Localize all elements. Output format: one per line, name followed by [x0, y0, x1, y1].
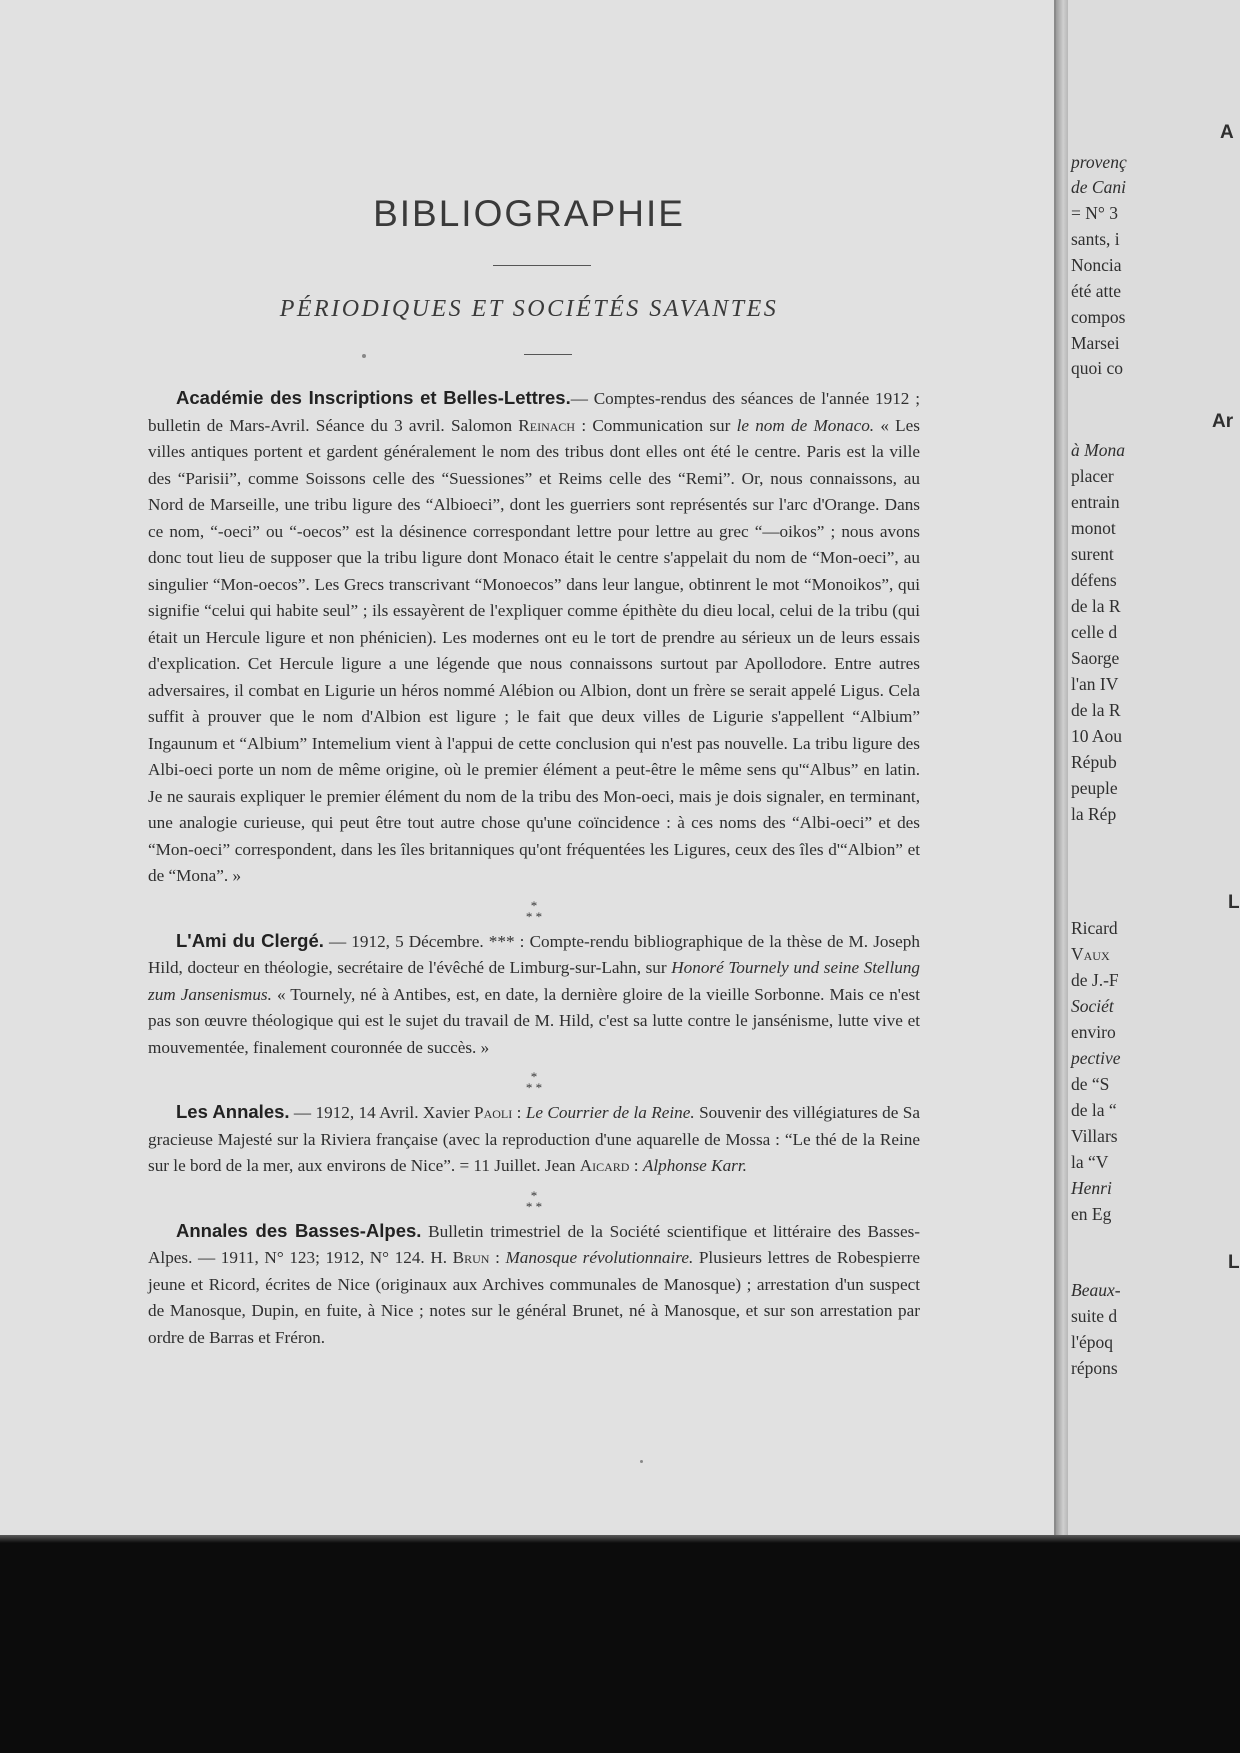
right-page-line: suite d	[1071, 1306, 1118, 1326]
entry-text: « Les villes antiques portent et gardent généralement le nom des tribus dont elles ont été le centre. Paris est la ville des “Parisii”, comme Soissons celle des “Suessiones” et Reims celle des “Remi”. Or, nous connaissons, au Nord de Marseille, une tribu ligure des “Albioeci”, dont les guerriers sont représentés sur l'arc d'Orange. Dans ce nom, “-oeci” ou “-oecos” est la désinence correspondant lettre pour lettre au grec “—oikos” ; nous avons donc tout lieu de supposer que la tribu ligure dont Monaco était le centre s'appelait du nom de “Mon-oeci”, au singulier “Mon-oecos”. Les Grecs transcrivant “Monoecos” dans leur langue, obtinrent le mot “Monoikos”, qui signifie “celui qui habite seul” ; ils essayèrent de l'expliquer comme épithète du dieu local, celui de la tribu (qui était un Hercule ligure et non phénicien). Les modernes ont eu le tort de prendre au sérieux un de leurs essais d'explication. Cet Hercule ligure a une légende que nous connaissons surtout par Apollodore. Entre autres adversaires, il combat en Ligurie un héros nommé Alébion ou Albion, dont un frère se serait appelé Ligus. Cela suffit à prouver que le nom d'Albion est ligure ; le fait que deux villes de Ligurie s'appellent “Albium” Ingaunum et “Albium” Intemelium vient à l'appui de cette conclusion qui n'est pas nouvelle. La tribu ligure des Albi-oeci porte un nom de même origine, où le premier élément a peut-être le même sens qu'“Albus” en latin. Je ne saurais expliquer le premier élément du nom de la tribu des Mon-oeci, mais je dois signaler, en terminant, une analogie curieuse, qui peut être tout autre chose qu'une coïncidence : à ces noms des “Albi-oeci” et des “Mon-oeci” correspondent, dans les îles britanniques qu'ont fréquentées les Ligures, ceux des îles d'“Albion” et de “Mona”. »	[148, 415, 920, 885]
right-page-line: répons	[1071, 1358, 1118, 1378]
right-page-line: la “V	[1071, 1152, 1109, 1172]
entry-heading: L'Ami du Clergé.	[176, 929, 324, 951]
section-subtitle: PÉRIODIQUES ET SOCIÉTÉS SAVANTES	[279, 296, 779, 322]
book-gutter	[1056, 0, 1068, 1535]
right-page-line: à Mona	[1071, 440, 1125, 460]
right-page-line: Ricard	[1071, 918, 1118, 938]
right-page-line: de la “	[1071, 1100, 1117, 1120]
entry-text: — 1912, 5 Décembre. *** : Compte-rendu bibliographique de la thèse de M. Joseph Hild, docteur en théologie, secrétaire de l'évêché de Limburg-sur-Lahn, sur	[148, 931, 920, 977]
page-title: BIBLIOGRAPHIE	[373, 193, 685, 234]
page-edge-shadow	[0, 1535, 1240, 1543]
speck	[640, 1460, 643, 1463]
right-page-line: de J.-F	[1071, 970, 1119, 990]
entry-heading: Académie des Inscriptions et Belles-Lettres.	[176, 387, 571, 408]
right-page-line: Répub	[1071, 752, 1117, 772]
entry-work-title: Alphonse Karr.	[642, 1156, 747, 1175]
right-page-line: pective	[1071, 1048, 1121, 1068]
entry-author: Reinach	[518, 415, 576, 435]
right-page-line: Henri	[1071, 1178, 1112, 1198]
right-page-line: Ar	[1212, 411, 1234, 432]
right-page-line: en Eg	[1071, 1204, 1112, 1224]
right-page-line: été atte	[1071, 281, 1122, 301]
right-page-line: Saorge	[1071, 648, 1120, 668]
right-page-line: défens	[1071, 570, 1117, 590]
subtitle-rule	[524, 354, 572, 355]
right-page-line: surent	[1071, 544, 1114, 564]
entry-heading: Annales des Basses-Alpes.	[176, 1219, 422, 1241]
entry-text: Plusieurs lettres de Robespierre jeune et Ricord, écrites de Nice (originaux aux Archives communales de Manosque) ; arrestation d'un suspect de Manosque, Dupin, en fuite, à Nice ; notes sur le général Brunet, né à Manosque, et sur son arrestation par ordre de Barras et Fréron.	[148, 1248, 920, 1347]
entry-text: : Communication sur	[575, 415, 737, 435]
entry-work-title: Le Courrier de la Reine.	[525, 1103, 695, 1122]
bibliography-body	[148, 385, 920, 1351]
entry-work-title: Honoré Tournely und seine Stellung zum Jansenismus.	[148, 958, 921, 1004]
right-page-line: de la R	[1071, 700, 1121, 720]
right-page-line: Vaux	[1071, 944, 1110, 964]
entry-author: Aicard	[579, 1156, 630, 1175]
entry-text: « Tournely, né à Antibes, est, en date, la dernière gloire de la vieille Sorbonne. Mais ce n'est pas son œuvre théologique qui est le sujet du travail de M. Hild, c'est sa lutte contre le jansénisme, lutte vive et mouvementée, finalement couronnée de succès. »	[148, 984, 920, 1057]
title-rule	[493, 265, 591, 266]
right-page-line: peuple	[1071, 778, 1118, 798]
right-page-line: Sociét	[1071, 996, 1114, 1016]
entry-heading: Les Annales.	[176, 1101, 290, 1122]
entry-text: Bulletin trimestriel de la Société scientifique et littéraire des Basses-Alpes. — 1911, N° 123; 1912, N° 124. H.	[148, 1221, 920, 1267]
right-page-line: quoi co	[1071, 358, 1124, 378]
right-page-line: monot	[1071, 518, 1116, 538]
right-page-line: compos	[1071, 307, 1126, 327]
entry-text: Souvenir des villégiatures de Sa gracieuse Majesté sur la Riviera française (avec la reproduction d'une aquarelle de Mossa : “Le thé de la Reine sur le bord de la mer, aux environs de Nice”. = 11 Juillet. Jean	[148, 1103, 920, 1175]
right-page-line: l'an IV	[1071, 674, 1119, 694]
asterism-separator: * * *	[525, 897, 543, 924]
right-page-line: entrain	[1071, 492, 1120, 512]
entry-academie	[148, 385, 920, 890]
entry-text: — Comptes-rendus des séances de l'année 1912 ; bulletin de Mars-Avril. Séance du 3 avril. Salomon	[148, 389, 920, 435]
right-page-line: enviro	[1071, 1022, 1116, 1042]
entry-author: Paoli	[474, 1103, 513, 1122]
entry-annales-basses-alpes	[148, 1218, 920, 1352]
right-page-line: de “S	[1071, 1074, 1110, 1094]
right-page-line: Villars	[1071, 1126, 1118, 1146]
right-page-line: 10 Aou	[1071, 726, 1123, 746]
right-page-line: la Rép	[1071, 804, 1117, 824]
right-page-line: = N° 3	[1071, 203, 1119, 223]
right-page-line: sants, i	[1071, 229, 1120, 249]
right-page-line: placer	[1071, 466, 1114, 486]
right-page-line: Marsei	[1071, 333, 1120, 353]
asterism-separator: * * *	[525, 1069, 543, 1095]
asterism-separator: * * *	[525, 1187, 543, 1214]
right-page-line: de la R	[1071, 596, 1121, 616]
right-page-line: L	[1228, 892, 1240, 913]
right-page-line: celle d	[1071, 622, 1118, 642]
entry-author: Brun	[452, 1248, 490, 1267]
entry-les-annales	[148, 1099, 920, 1180]
right-page-line: l'époq	[1071, 1332, 1114, 1352]
entry-ami-du-clerge	[148, 928, 920, 1062]
right-page-line: A	[1220, 122, 1234, 143]
entry-text: :	[512, 1103, 526, 1122]
entry-text: :	[489, 1248, 506, 1267]
entry-text: — 1912, 14 Avril. Xavier	[289, 1103, 475, 1122]
speck	[362, 354, 366, 358]
entry-text: :	[629, 1156, 643, 1175]
right-page-line: de Cani	[1071, 177, 1126, 197]
right-page-line: provenç	[1071, 152, 1127, 172]
right-page-line: L	[1228, 1252, 1240, 1273]
right-page-line: Beaux-	[1071, 1280, 1121, 1300]
right-page-line: Noncia	[1071, 255, 1122, 275]
entry-work-title: Manosque révolutionnaire.	[505, 1248, 694, 1267]
entry-work-title: le nom de Monaco.	[736, 415, 875, 435]
